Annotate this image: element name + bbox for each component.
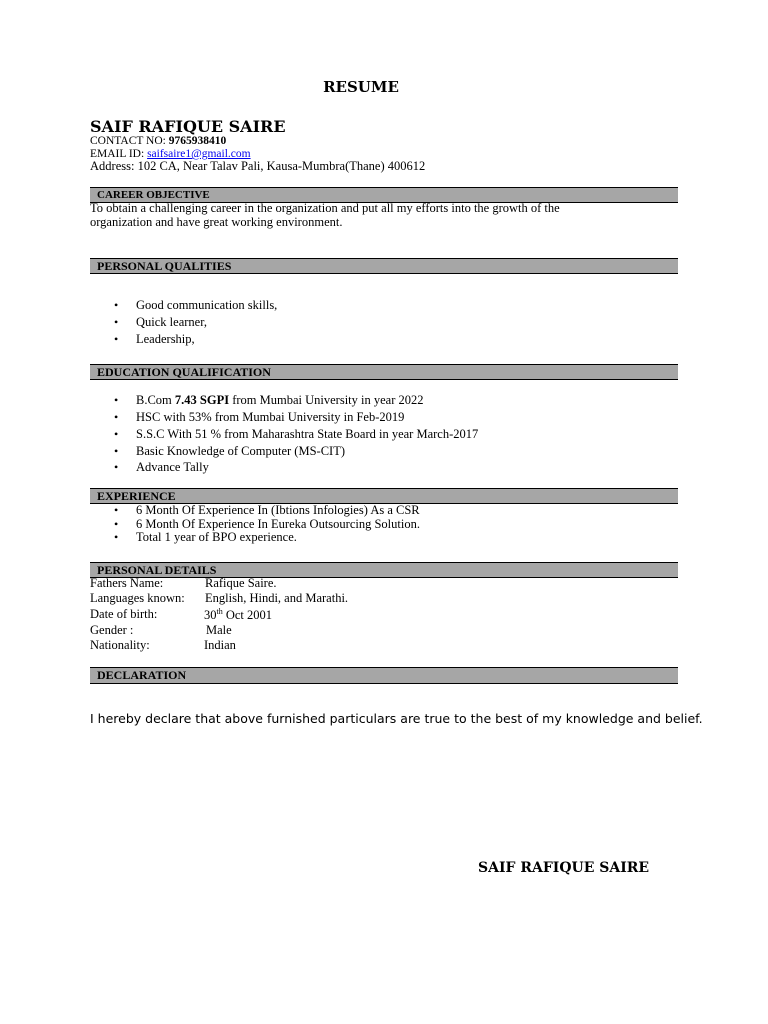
fathers-name-value: Rafique Saire. — [205, 576, 277, 590]
signature-name: SAIF RAFIQUE SAIRE — [478, 860, 650, 876]
list-item: • 6 Month Of Experience In (Ibtions Infologies) As a CSR — [136, 503, 420, 517]
address-line: Address: 102 CA, Near Talav Pali, Kausa-Mumbra(Thane) 400612 — [90, 159, 426, 173]
personal-qualities-heading: PERSONAL QUALITIES — [97, 259, 232, 273]
list-item: • Basic Knowledge of Computer (MS-CIT) — [136, 444, 478, 460]
languages-label: Languages known: — [90, 591, 185, 605]
declaration-bar — [90, 667, 678, 684]
list-item: • HSC with 53% from Mumbai University in Feb-2019 — [136, 410, 478, 427]
contact-number: 9765938410 — [168, 135, 227, 147]
languages-value: English, Hindi, and Marathi. — [205, 591, 349, 605]
education-list — [136, 393, 478, 476]
contact-label: CONTACT NO: — [90, 135, 166, 147]
personal-qualities-bar — [90, 258, 678, 274]
contact-line — [90, 135, 226, 147]
experience-list — [136, 503, 420, 543]
gender-value: Male — [206, 623, 232, 637]
nationality-label: Nationality: — [90, 638, 150, 652]
email-label: EMAIL ID: — [90, 148, 145, 160]
education-bar — [90, 364, 678, 380]
list-item: • Leadership, — [136, 332, 277, 349]
fathers-name-label: Fathers Name: — [90, 576, 164, 590]
experience-heading: EXPERIENCE — [97, 489, 176, 503]
list-item: • Advance Tally — [136, 460, 478, 476]
career-objective-line1: To obtain a challenging career in the organization and put all my efforts into the growth of the — [90, 201, 560, 215]
edu-text: B.Com — [136, 393, 175, 407]
sgpi-value: 7.43 SGPI — [174, 393, 230, 407]
personal-details-heading: PERSONAL DETAILS — [97, 563, 217, 577]
dob-value — [204, 607, 272, 623]
list-item: • Good communication skills, — [136, 298, 277, 315]
list-item: • Quick learner, — [136, 315, 277, 332]
qualities-list — [136, 298, 277, 349]
gender-label: Gender : — [90, 623, 134, 637]
dob-day: 30 — [204, 608, 217, 623]
candidate-name: SAIF RAFIQUE SAIRE — [90, 117, 286, 136]
dob-month-year: Oct 2001 — [222, 608, 273, 623]
experience-bar — [90, 488, 678, 504]
list-item: • Total 1 year of BPO experience. — [136, 530, 420, 543]
list-item: • 6 Month Of Experience In Eureka Outsourcing Solution. — [136, 517, 420, 530]
list-item — [136, 393, 478, 410]
declaration-text: I hereby declare that above furnished particulars are true to the best of my knowledge and belief. — [90, 711, 703, 726]
page-title: RESUME — [323, 78, 399, 96]
dob-label: Date of birth: — [90, 607, 158, 621]
nationality-value: Indian — [204, 638, 236, 652]
personal-details-bar — [90, 562, 678, 578]
career-objective-line2: organization and have great working environment. — [90, 215, 343, 229]
list-item: • S.S.C With 51 % from Maharashtra State Board in year March-2017 — [136, 427, 478, 444]
edu-text: from Mumbai University in year 2022 — [229, 393, 424, 407]
dob-suffix: th — [216, 607, 223, 616]
career-objective-heading: CAREER OBJECTIVE — [97, 189, 210, 201]
education-heading: EDUCATION QUALIFICATION — [97, 365, 271, 379]
declaration-heading: DECLARATION — [97, 668, 187, 682]
email-link[interactable]: saifsaire1@gmail.com — [147, 148, 251, 160]
